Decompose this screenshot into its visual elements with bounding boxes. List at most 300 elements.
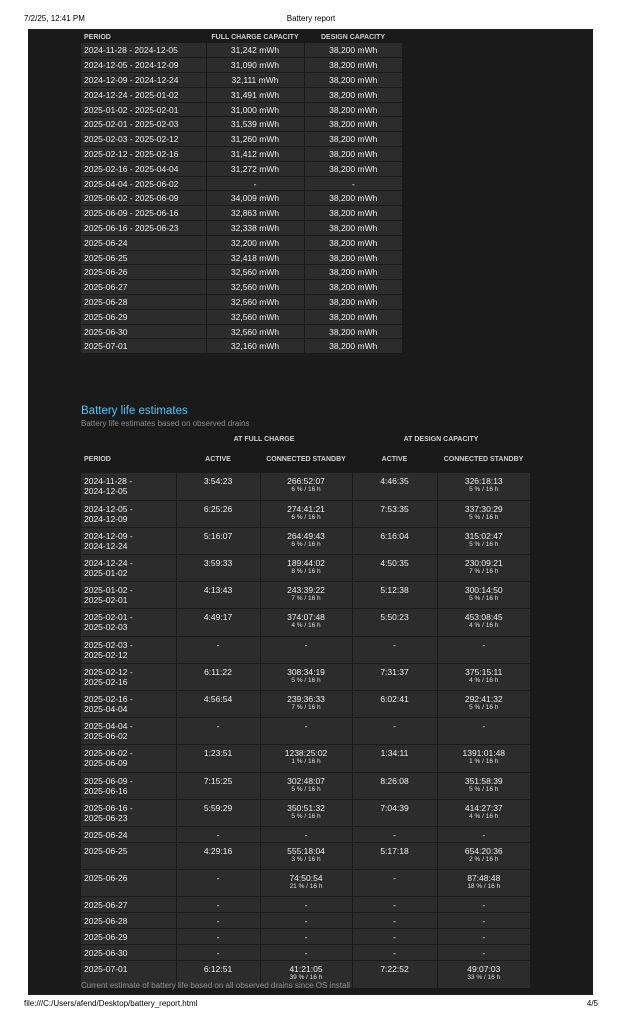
- design-standby-cell: [437, 663, 530, 690]
- design-standby-cell: [437, 636, 530, 663]
- full-standby-cell: [260, 555, 352, 582]
- design-standby-cell: [437, 718, 530, 745]
- print-header: [24, 14, 598, 26]
- capacity-period-cell: 2025-06-28: [81, 295, 206, 310]
- design-standby-rate: 4 % / 16 h: [469, 676, 499, 684]
- current-estimate-note: Current estimate of battery life based on all observed drains since OS install: [81, 981, 351, 990]
- full-active-cell: 6:25:26: [176, 500, 260, 527]
- battery-life-estimates-title: Battery life estimates: [81, 405, 188, 417]
- life-estimate-row: [81, 897, 530, 913]
- period-start: 2025-06-25: [84, 845, 128, 856]
- capacity-period-cell: 2025-07-01: [81, 339, 206, 354]
- life-period-cell: [81, 691, 176, 718]
- design-standby-time: -: [482, 721, 486, 732]
- design-standby-cell: [437, 842, 530, 869]
- life-period-cell: [81, 945, 176, 961]
- full-active-cell: -: [176, 718, 260, 745]
- period-end: 2024-12-05: [84, 486, 128, 496]
- design-active-cell: 6:16:04: [352, 527, 437, 554]
- design-active-cell: 5:17:18: [352, 842, 437, 869]
- design-capacity-cell: 38,200 mWh: [304, 265, 402, 280]
- full-charge-capacity-cell: 31,242 mWh: [206, 43, 304, 58]
- full-standby-rate: 5 % / 16 h: [291, 785, 321, 793]
- capacity-row: [81, 176, 402, 191]
- capacity-row: [81, 102, 402, 117]
- period-end: 2024-12-24: [84, 540, 128, 551]
- full-charge-capacity-cell: 32,338 mWh: [206, 221, 304, 236]
- life-estimate-row: [81, 691, 530, 718]
- capacity-row: [81, 265, 402, 280]
- life-period-cell: [81, 636, 176, 663]
- design-active-cell: 1:34:11: [352, 745, 437, 772]
- design-capacity-cell: 38,200 mWh: [304, 324, 402, 339]
- design-capacity-cell: 38,200 mWh: [304, 132, 402, 147]
- design-standby-time: 351:58:39: [464, 775, 503, 786]
- full-charge-capacity-cell: 31,090 mWh: [206, 58, 304, 73]
- capacity-period-cell: 2025-06-09 - 2025-06-16: [81, 206, 206, 221]
- life-estimate-row: [81, 929, 530, 945]
- full-standby-rate: 3 % / 16 h: [291, 855, 321, 863]
- life-period-cell: [81, 745, 176, 772]
- full-active-cell: -: [176, 913, 260, 929]
- design-standby-time: 453:08:45: [464, 612, 503, 623]
- full-charge-capacity-cell: 32,560 mWh: [206, 265, 304, 280]
- design-standby-rate: 5 % / 16 h: [469, 704, 499, 711]
- capacity-period-cell: 2025-02-16 - 2025-04-04: [81, 161, 206, 176]
- capacity-row: [81, 73, 402, 88]
- design-standby-time: 292:41:32: [464, 694, 503, 704]
- full-standby-cell: [260, 897, 352, 913]
- battery-life-estimates-subtitle: Battery life estimates based on observed drains: [81, 419, 250, 428]
- design-standby-cell: [437, 609, 530, 636]
- period-start: 2025-06-27: [84, 900, 128, 911]
- full-active-cell: -: [176, 870, 260, 897]
- capacity-period-cell: 2025-06-16 - 2025-06-23: [81, 221, 206, 236]
- period-start: 2025-02-16 -: [84, 694, 133, 704]
- full-standby-cell: [260, 609, 352, 636]
- full-standby-cell: [260, 745, 352, 772]
- capacity-period-cell: 2025-06-27: [81, 280, 206, 295]
- full-standby-time: 350:51:32: [287, 802, 325, 813]
- full-standby-time: -: [304, 829, 308, 840]
- full-charge-capacity-cell: 31,260 mWh: [206, 132, 304, 147]
- full-standby-time: -: [304, 639, 308, 650]
- life-estimate-row: [81, 500, 530, 527]
- full-charge-capacity-header: FULL CHARGE CAPACITY: [211, 33, 299, 41]
- full-standby-cell: [260, 945, 352, 961]
- at-full-charge-header: AT FULL CHARGE: [233, 435, 295, 443]
- full-charge-capacity-cell: 32,200 mWh: [206, 235, 304, 250]
- full-standby-time: 243:39:22: [287, 585, 325, 596]
- design-standby-rate: 4 % / 16 h: [469, 622, 499, 630]
- full-standby-time: -: [304, 900, 308, 911]
- full-charge-capacity-cell: 32,160 mWh: [206, 339, 304, 354]
- period-end: 2025-02-01: [84, 595, 128, 606]
- design-standby-cell: [437, 913, 530, 929]
- print-title: Battery report: [286, 14, 336, 23]
- period-start: 2025-04-04 -: [84, 721, 133, 732]
- capacity-history-table: [81, 31, 402, 354]
- design-standby-cell: [437, 945, 530, 961]
- life-estimate-row: [81, 772, 530, 799]
- capacity-row: [81, 191, 402, 206]
- design-standby-cell: [437, 772, 530, 799]
- design-standby-cell: [437, 961, 530, 988]
- period-end: 2025-01-02: [84, 568, 128, 579]
- design-standby-cell: [437, 745, 530, 772]
- capacity-row: [81, 339, 402, 354]
- print-date: 7/2/25, 12:41 PM: [24, 14, 85, 23]
- full-charge-capacity-cell: 34,009 mWh: [206, 191, 304, 206]
- full-standby-time: 555:18:04: [287, 845, 325, 856]
- period-start: 2025-06-28: [84, 916, 128, 927]
- life-period-cell: [81, 609, 176, 636]
- life-period-cell: [81, 663, 176, 690]
- life-estimate-row: [81, 799, 530, 826]
- capacity-period-cell: 2025-06-29: [81, 309, 206, 324]
- full-active-cell: 6:12:51: [176, 961, 260, 988]
- life-period-cell: [81, 555, 176, 582]
- full-active-cell: 7:15:25: [176, 772, 260, 799]
- design-active-cell: 7:04:39: [352, 799, 437, 826]
- design-standby-rate: 5 % / 16 h: [469, 513, 499, 521]
- full-standby-time: 41:21:05: [289, 964, 323, 975]
- capacity-period-cell: 2025-02-12 - 2025-02-16: [81, 147, 206, 162]
- capacity-row: [81, 235, 402, 250]
- design-standby-cell: [437, 691, 530, 718]
- capacity-row: [81, 117, 402, 132]
- full-standby-cell: [260, 826, 352, 842]
- full-active-cell: 4:49:17: [176, 609, 260, 636]
- period-start: 2025-07-01: [84, 964, 128, 975]
- full-standby-cell: [260, 842, 352, 869]
- design-standby-cell: [437, 555, 530, 582]
- life-period-cell: [81, 718, 176, 745]
- period-start: 2025-06-16 -: [84, 802, 133, 813]
- life-period-cell: [81, 772, 176, 799]
- design-standby-rate: 5 % / 16 h: [469, 785, 499, 793]
- design-capacity-cell: 38,200 mWh: [304, 147, 402, 162]
- life-estimate-row: [81, 826, 530, 842]
- design-standby-rate: 5 % / 16 h: [469, 595, 499, 603]
- capacity-row: [81, 58, 402, 73]
- design-standby-time: -: [482, 829, 486, 840]
- full-standby-time: 308:34:19: [287, 666, 325, 677]
- period-start: 2025-06-26: [84, 873, 128, 884]
- design-standby-header: CONNECTED STANDBY: [443, 456, 524, 463]
- full-active-cell: 1:23:51: [176, 745, 260, 772]
- life-estimate-row: [81, 582, 530, 609]
- life-period-cell: [81, 929, 176, 945]
- design-standby-cell: [437, 929, 530, 945]
- full-active-cell: 5:16:07: [176, 527, 260, 554]
- life-estimate-row: [81, 913, 530, 929]
- full-standby-rate: 8 % / 16 h: [291, 568, 321, 576]
- full-charge-capacity-cell: 31,000 mWh: [206, 102, 304, 117]
- design-standby-cell: [437, 473, 530, 500]
- capacity-row: [81, 324, 402, 339]
- life-estimate-row: [81, 945, 530, 961]
- period-start: 2025-06-02 -: [84, 748, 133, 759]
- full-active-cell: 4:29:16: [176, 842, 260, 869]
- full-standby-rate: 39 % / 16 h: [289, 974, 323, 982]
- period-start: 2024-12-24 -: [84, 558, 133, 569]
- life-period-cell: [81, 582, 176, 609]
- design-standby-time: 375:15:11: [465, 666, 503, 677]
- battery-life-estimates-table: [81, 432, 530, 989]
- full-charge-capacity-cell: 32,560 mWh: [206, 280, 304, 295]
- capacity-row: [81, 147, 402, 162]
- design-standby-rate: 7 % / 16 h: [469, 568, 499, 576]
- design-capacity-cell: 38,200 mWh: [304, 206, 402, 221]
- full-active-cell: 3:59:33: [176, 555, 260, 582]
- design-standby-time: -: [482, 900, 486, 911]
- full-standby-rate: 21 % / 16 h: [289, 883, 323, 891]
- design-standby-time: 87:48:48: [467, 873, 501, 884]
- full-active-cell: -: [176, 929, 260, 945]
- capacity-period-cell: 2024-11-28 - 2024-12-05: [81, 43, 206, 58]
- file-url: file:///C:/Users/afend/Desktop/battery_report.html: [24, 999, 198, 1008]
- period-end: 2025-04-04: [84, 704, 128, 714]
- full-standby-time: 302:48:07: [287, 775, 325, 786]
- life-estimate-row: [81, 609, 530, 636]
- design-active-cell: 7:53:35: [352, 500, 437, 527]
- design-capacity-cell: 38,200 mWh: [304, 161, 402, 176]
- capacity-row: [81, 250, 402, 265]
- full-standby-rate: 5 % / 16 h: [291, 812, 321, 820]
- design-active-cell: -: [352, 913, 437, 929]
- full-standby-rate: 6 % / 16 h: [291, 540, 321, 548]
- design-capacity-header: DESIGN CAPACITY: [320, 33, 386, 41]
- full-charge-capacity-cell: 32,863 mWh: [206, 206, 304, 221]
- design-standby-cell: [437, 527, 530, 554]
- life-period-cell: [81, 897, 176, 913]
- period-end: 2025-06-02: [84, 731, 128, 742]
- design-active-cell: -: [352, 945, 437, 961]
- period-start: 2025-02-03 -: [84, 639, 133, 650]
- full-standby-rate: 1 % / 16 h: [291, 758, 321, 766]
- full-standby-cell: [260, 870, 352, 897]
- capacity-period-cell: 2025-02-01 - 2025-02-03: [81, 117, 206, 132]
- life-estimate-row: [81, 527, 530, 554]
- design-standby-cell: [437, 870, 530, 897]
- design-standby-time: -: [482, 948, 486, 959]
- life-estimate-row: [81, 842, 530, 869]
- design-active-cell: -: [352, 929, 437, 945]
- full-active-cell: -: [176, 636, 260, 663]
- full-charge-capacity-cell: 31,412 mWh: [206, 147, 304, 162]
- capacity-period-cell: 2024-12-24 - 2025-01-02: [81, 87, 206, 102]
- period-start: 2025-06-09 -: [84, 775, 133, 786]
- design-capacity-cell: 38,200 mWh: [304, 250, 402, 265]
- full-active-cell: 5:59:29: [176, 799, 260, 826]
- capacity-row: [81, 206, 402, 221]
- period-start: 2025-06-29: [84, 932, 128, 943]
- life-estimate-row: [81, 636, 530, 663]
- capacity-period-cell: 2024-12-09 - 2024-12-24: [81, 73, 206, 88]
- design-active-cell: 5:50:23: [352, 609, 437, 636]
- design-active-cell: 6:02:41: [352, 691, 437, 718]
- capacity-period-cell: 2025-06-24: [81, 235, 206, 250]
- capacity-row: [81, 295, 402, 310]
- period-start: 2025-06-30: [84, 948, 128, 959]
- design-active-cell: -: [352, 636, 437, 663]
- full-charge-capacity-cell: 31,539 mWh: [206, 117, 304, 132]
- full-active-header: ACTIVE: [205, 456, 231, 463]
- design-standby-time: 49:07:03: [467, 964, 501, 975]
- full-standby-cell: [260, 772, 352, 799]
- full-standby-rate: 7 % / 16 h: [291, 704, 321, 711]
- design-standby-cell: [437, 799, 530, 826]
- design-active-cell: -: [352, 826, 437, 842]
- life-estimate-row: [81, 663, 530, 690]
- life-period-cell: [81, 527, 176, 554]
- design-active-cell: -: [352, 870, 437, 897]
- full-standby-time: -: [304, 721, 308, 732]
- life-estimate-row: [81, 473, 530, 500]
- period-start: 2024-12-05 -: [84, 503, 133, 514]
- design-standby-time: 326:18:13: [464, 476, 503, 486]
- full-standby-rate: 7 % / 16 h: [291, 595, 321, 603]
- capacity-row: [81, 309, 402, 324]
- full-active-cell: -: [176, 945, 260, 961]
- capacity-row: [81, 221, 402, 236]
- full-standby-cell: [260, 500, 352, 527]
- full-charge-capacity-cell: 32,560 mWh: [206, 309, 304, 324]
- life-estimate-row: [81, 745, 530, 772]
- life-sub-header-row: [81, 446, 530, 473]
- full-standby-cell: [260, 913, 352, 929]
- full-standby-time: 264:49:43: [287, 530, 325, 541]
- design-capacity-cell: 38,200 mWh: [304, 280, 402, 295]
- capacity-period-cell: 2025-06-30: [81, 324, 206, 339]
- design-standby-time: 300:14:50: [464, 585, 503, 596]
- period-start: 2025-06-24: [84, 829, 128, 840]
- period-header: PERIOD: [84, 33, 111, 41]
- design-standby-time: 654:20:36: [464, 845, 503, 856]
- design-active-cell: -: [352, 897, 437, 913]
- full-active-cell: -: [176, 897, 260, 913]
- full-standby-cell: [260, 718, 352, 745]
- design-capacity-cell: 38,200 mWh: [304, 339, 402, 354]
- full-standby-cell: [260, 527, 352, 554]
- full-standby-time: 374:07:48: [287, 612, 325, 623]
- period-end: 2025-02-03: [84, 622, 128, 633]
- design-standby-time: 337:30:29: [464, 503, 503, 514]
- full-standby-time: 266:52:07: [287, 476, 325, 486]
- life-estimate-row: [81, 718, 530, 745]
- design-standby-time: 1391:01:48: [462, 748, 506, 759]
- full-standby-rate: 5 % / 16 h: [291, 676, 321, 684]
- full-charge-capacity-cell: 32,560 mWh: [206, 295, 304, 310]
- design-capacity-cell: 38,200 mWh: [304, 58, 402, 73]
- life-period-cell: [81, 913, 176, 929]
- full-active-cell: 4:13:43: [176, 582, 260, 609]
- design-standby-time: -: [482, 639, 486, 650]
- design-standby-cell: [437, 500, 530, 527]
- life-period-cell: [81, 870, 176, 897]
- capacity-period-cell: 2025-06-25: [81, 250, 206, 265]
- design-standby-rate: 2 % / 16 h: [469, 855, 499, 863]
- period-end: 2025-02-16: [84, 676, 128, 687]
- design-capacity-cell: 38,200 mWh: [304, 102, 402, 117]
- capacity-period-cell: 2025-04-04 - 2025-06-02: [81, 176, 206, 191]
- full-standby-time: 189:44:02: [287, 558, 325, 569]
- design-standby-rate: 4 % / 16 h: [469, 812, 499, 820]
- life-period-cell: [81, 826, 176, 842]
- full-standby-header: CONNECTED STANDBY: [266, 456, 346, 463]
- full-standby-time: 239:36:33: [287, 694, 325, 704]
- capacity-row: [81, 132, 402, 147]
- capacity-period-cell: 2024-12-05 - 2024-12-09: [81, 58, 206, 73]
- full-charge-capacity-cell: 31,272 mWh: [206, 161, 304, 176]
- period-start: 2024-12-09 -: [84, 530, 133, 541]
- full-standby-cell: [260, 582, 352, 609]
- life-period-cell: [81, 799, 176, 826]
- period-start: 2025-02-12 -: [84, 666, 133, 677]
- full-standby-time: 1238:25:02: [284, 748, 328, 759]
- design-active-cell: 4:46:35: [352, 473, 437, 500]
- design-standby-time: 414:27:37: [464, 802, 503, 813]
- design-standby-cell: [437, 582, 530, 609]
- period-start: 2025-02-01 -: [84, 612, 133, 623]
- design-active-header: ACTIVE: [381, 456, 408, 463]
- at-design-capacity-header: AT DESIGN CAPACITY: [403, 435, 479, 443]
- life-period-cell: [81, 842, 176, 869]
- full-standby-time: 274:41:21: [287, 503, 325, 514]
- full-charge-capacity-cell: -: [206, 176, 304, 191]
- full-charge-capacity-cell: 32,560 mWh: [206, 324, 304, 339]
- design-active-cell: 4:50:35: [352, 555, 437, 582]
- full-standby-cell: [260, 799, 352, 826]
- design-standby-time: 315:02:47: [464, 530, 503, 541]
- full-standby-rate: 6 % / 16 h: [291, 486, 321, 493]
- life-period-header: PERIOD: [84, 456, 111, 463]
- capacity-row: [81, 87, 402, 102]
- full-standby-rate: 4 % / 16 h: [291, 622, 321, 630]
- capacity-row: [81, 280, 402, 295]
- design-standby-cell: [437, 897, 530, 913]
- period-end: 2025-02-12: [84, 649, 128, 660]
- battery-report-page: [28, 29, 593, 995]
- design-capacity-cell: 38,200 mWh: [304, 191, 402, 206]
- capacity-period-cell: 2025-06-26: [81, 265, 206, 280]
- capacity-period-cell: 2025-01-02 - 2025-02-01: [81, 102, 206, 117]
- life-period-cell: [81, 500, 176, 527]
- design-active-cell: 7:31:37: [352, 663, 437, 690]
- capacity-header-row: [81, 31, 402, 43]
- page-number: 4/5: [586, 999, 598, 1008]
- period-start: 2024-11-28 -: [84, 476, 133, 486]
- design-capacity-cell: 38,200 mWh: [304, 87, 402, 102]
- design-capacity-cell: 38,200 mWh: [304, 43, 402, 58]
- full-standby-rate: 6 % / 16 h: [291, 513, 321, 521]
- design-capacity-cell: -: [304, 176, 402, 191]
- design-standby-rate: 5 % / 16 h: [469, 540, 499, 548]
- capacity-row: [81, 43, 402, 58]
- full-active-cell: 3:54:23: [176, 473, 260, 500]
- design-standby-cell: [437, 826, 530, 842]
- full-standby-cell: [260, 929, 352, 945]
- full-standby-cell: [260, 473, 352, 500]
- full-standby-cell: [260, 636, 352, 663]
- full-standby-time: -: [304, 932, 308, 943]
- period-end: 2025-06-16: [84, 785, 128, 796]
- period-end: 2025-06-09: [84, 758, 128, 769]
- design-capacity-cell: 38,200 mWh: [304, 235, 402, 250]
- full-standby-time: -: [304, 916, 308, 927]
- design-standby-time: -: [482, 932, 486, 943]
